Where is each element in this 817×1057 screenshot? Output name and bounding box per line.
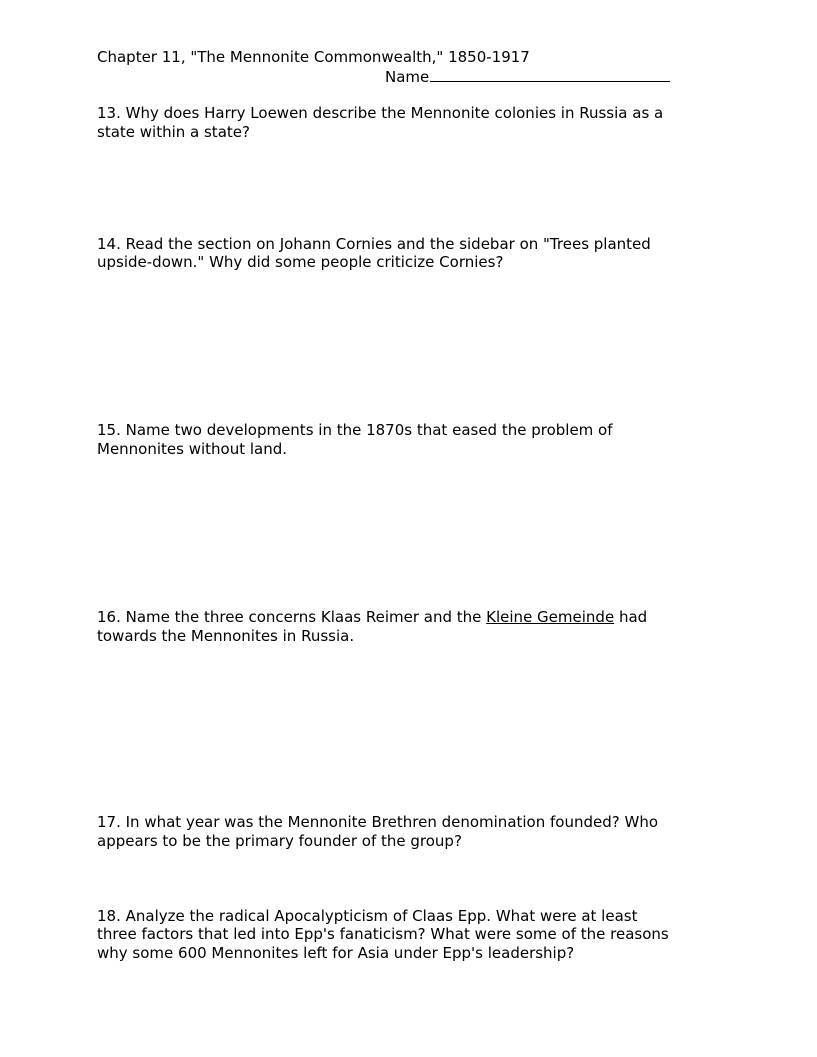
question-text: 14. Read the section on Johann Cornies and the sidebar on "Trees planted (97, 235, 651, 253)
page-title: Chapter 11, "The Mennonite Commonwealth," 1850-1917 (97, 48, 530, 66)
question-text-part: had (614, 608, 648, 626)
question-text: state within a state? (97, 123, 250, 141)
question-text: three factors that led into Epp's fanaticism? What were some of the reasons (97, 925, 669, 943)
question-text (97, 608, 647, 627)
question-text: 17. In what year was the Mennonite Brethren denomination founded? Who (97, 813, 658, 831)
question-text: 13. Why does Harry Loewen describe the Mennonite colonies in Russia as a (97, 104, 664, 122)
question-text: 18. Analyze the radical Apocalypticism of Claas Epp. What were at least (97, 907, 638, 925)
question-text: why some 600 Mennonites left for Asia under Epp's leadership? (97, 944, 575, 962)
question-text: 15. Name two developments in the 1870s that eased the problem of (97, 421, 613, 439)
question-text: towards the Mennonites in Russia. (97, 627, 355, 645)
name-label: Name (385, 68, 430, 86)
underlined-term: Kleine Gemeinde (486, 608, 615, 626)
question-text: appears to be the primary founder of the group? (97, 832, 462, 850)
question-text: Mennonites without land. (97, 440, 288, 458)
name-field (385, 67, 670, 87)
name-blank-line (430, 67, 670, 82)
question-text: upside-down." Why did some people criticize Cornies? (97, 253, 504, 271)
question-text-part: 16. Name the three concerns Klaas Reimer and the (97, 608, 487, 626)
